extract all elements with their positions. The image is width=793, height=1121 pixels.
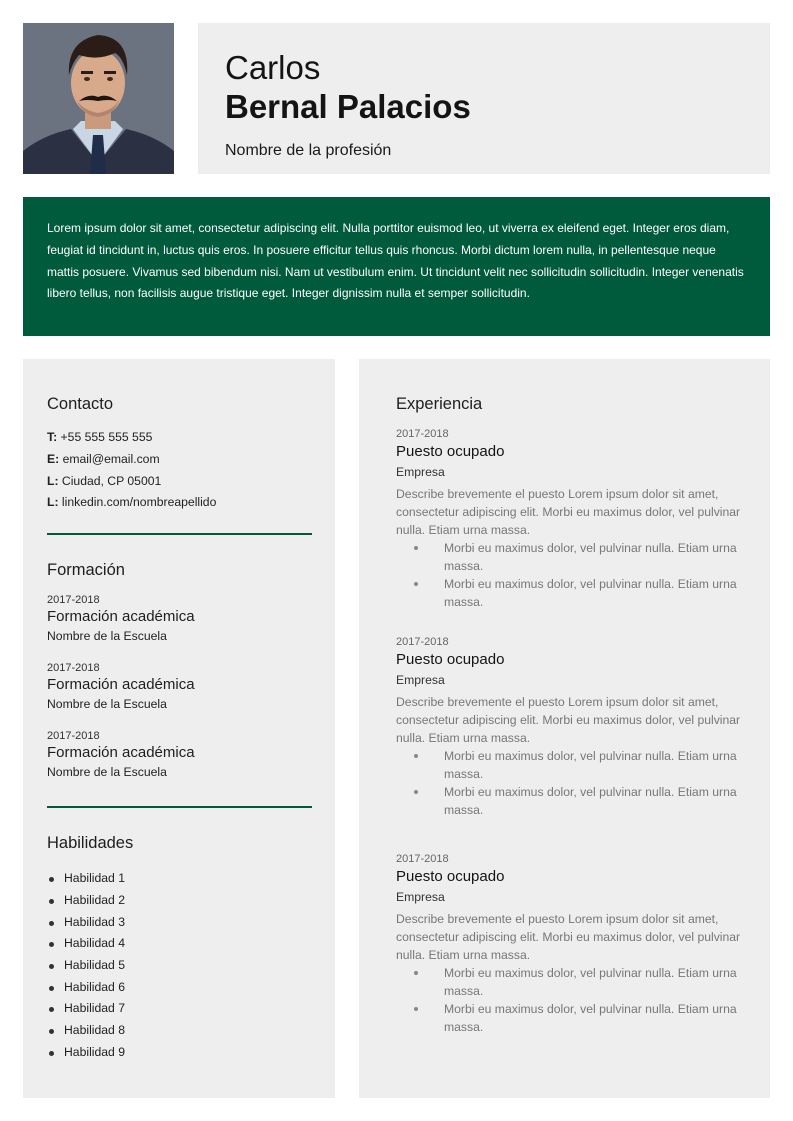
experience-bullets: [396, 964, 746, 1036]
skill-item: Habilidad 4: [47, 933, 311, 955]
right-column: [359, 359, 770, 1098]
skill-item: Habilidad 9: [47, 1042, 311, 1064]
experience-description: Describe brevemente el puesto Lorem ipsum dolor sit amet, consectetur adipiscing elit. Morbi eu maximus dolor, vel pulvinar nulla. Etiam urna massa.: [396, 695, 741, 745]
summary-text: Lorem ipsum dolor sit amet, consectetur adipiscing elit. Nulla porttitor euismod leo, ut viverra ex eleifend eget. Integer eros diam, feugiat id tincidunt in, luctus quis eros. In posuere efficitur tellus quis rhoncus. Morbi dictum lorem nulla, in pellentesque neque mattis posuere. Vivamus sed bibendum nisi. Nam ut vestibulum enim. Ut tincidunt velit nec sollicitudin sollicitudin. Integer venenatis libero tellus, non facilisis augue tristique eget. Integer dignissim nulla et semper sollicitudin.: [47, 221, 744, 301]
skills-list: [47, 868, 311, 1063]
education-degree: Formación académica: [47, 608, 195, 626]
education-school: Nombre de la Escuela: [47, 629, 167, 644]
experience-company: Empresa: [396, 673, 445, 687]
education-degree: Formación académica: [47, 676, 195, 694]
education-degree: Formación académica: [47, 744, 195, 762]
experience-bullet: Morbi eu maximus dolor, vel pulvinar nulla. Etiam urna massa.: [396, 575, 741, 611]
contact-phone: T: +55 555 555 555: [47, 430, 153, 444]
experience-bullet: Morbi eu maximus dolor, vel pulvinar nulla. Etiam urna massa.: [396, 964, 741, 1000]
education-year: 2017-2018: [47, 730, 100, 743]
skill-item: Habilidad 1: [47, 868, 311, 890]
experience-item: [396, 635, 746, 819]
education-heading: Formación: [47, 561, 125, 580]
summary-box: [23, 197, 770, 336]
experience-bullets: [396, 747, 746, 819]
experience-year: 2017-2018: [396, 428, 449, 440]
experience-company: Empresa: [396, 465, 445, 479]
experience-bullet: Morbi eu maximus dolor, vel pulvinar nulla. Etiam urna massa.: [396, 747, 741, 783]
skill-item: Habilidad 8: [47, 1020, 311, 1042]
divider: [47, 533, 312, 535]
skill-item: Habilidad 2: [47, 890, 311, 912]
education-item: [47, 661, 311, 713]
profile-photo: [23, 23, 174, 174]
first-name: Carlos: [225, 49, 321, 86]
skill-item: Habilidad 3: [47, 912, 311, 934]
experience-description: Describe brevemente el puesto Lorem ipsum dolor sit amet, consectetur adipiscing elit. Morbi eu maximus dolor, vel pulvinar nulla. Etiam urna massa.: [396, 912, 741, 962]
experience-position: Puesto ocupado: [396, 443, 505, 460]
education-year: 2017-2018: [47, 662, 100, 675]
experience-bullet: Morbi eu maximus dolor, vel pulvinar nulla. Etiam urna massa.: [396, 1000, 741, 1036]
left-column: [23, 359, 335, 1098]
education-school: Nombre de la Escuela: [47, 765, 167, 780]
experience-bullets: [396, 539, 746, 611]
experience-bullet: Morbi eu maximus dolor, vel pulvinar nulla. Etiam urna massa.: [396, 783, 741, 819]
portrait-image: [23, 23, 174, 174]
contact-linkedin: L: linkedin.com/nombreapellido: [47, 495, 217, 510]
profession-title: Nombre de la profesión: [225, 142, 392, 159]
name-header: [198, 23, 770, 174]
contact-email: E: email@email.com: [47, 451, 160, 466]
education-school: Nombre de la Escuela: [47, 697, 167, 712]
experience-heading: Experiencia: [396, 395, 483, 413]
skill-item: Habilidad 7: [47, 998, 311, 1020]
experience-year: 2017-2018: [396, 853, 449, 865]
skills-heading: Habilidades: [47, 834, 134, 853]
last-name: Bernal Palacios: [225, 88, 471, 125]
contact-heading: Contacto: [47, 395, 114, 413]
experience-bullet: Morbi eu maximus dolor, vel pulvinar nulla. Etiam urna massa.: [396, 539, 741, 575]
education-item: [47, 729, 311, 781]
experience-position: Puesto ocupado: [396, 651, 505, 668]
education-list: [47, 593, 311, 781]
skill-item: Habilidad 5: [47, 955, 311, 977]
contact-location: L: Ciudad, CP 05001: [47, 473, 162, 488]
divider: [47, 806, 312, 808]
experience-year: 2017-2018: [396, 636, 449, 648]
experience-item: [396, 852, 746, 1036]
education-year: 2017-2018: [47, 594, 100, 607]
skill-item: Habilidad 6: [47, 977, 311, 999]
experience-position: Puesto ocupado: [396, 868, 505, 885]
experience-list: [396, 427, 746, 1036]
experience-item: [396, 427, 746, 611]
education-item: [47, 593, 311, 645]
experience-company: Empresa: [396, 890, 445, 904]
contact-list: [47, 427, 311, 514]
experience-description: Describe brevemente el puesto Lorem ipsum dolor sit amet, consectetur adipiscing elit. Morbi eu maximus dolor, vel pulvinar nulla. Etiam urna massa.: [396, 487, 741, 537]
